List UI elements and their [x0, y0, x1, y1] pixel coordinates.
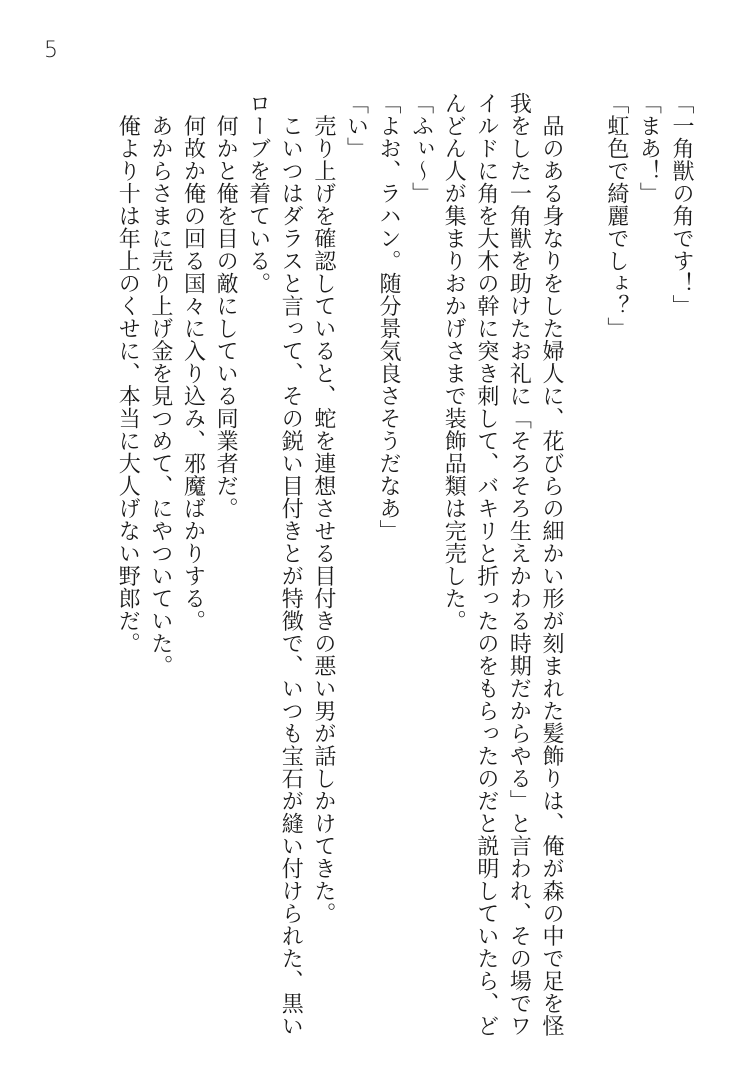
- paragraph: 何かと俺を目の敵にしている同業者だ。: [213, 92, 239, 520]
- dialogue-line: 「虹色で綺麗でしょ？」: [603, 92, 629, 340]
- novel-body-text: [111, 92, 567, 1052]
- paragraph: 何故か俺の回る国々に入り込み、邪魔ばかりする。: [180, 92, 206, 632]
- page-number: 5: [44, 38, 58, 63]
- paragraph: 俺より十は年上のくせに、本当に大人げない野郎だ。: [115, 92, 141, 655]
- paragraph: 「い」: [343, 92, 369, 160]
- dialogue-opening: [599, 92, 697, 1052]
- paragraph: 売り上げを確認していると、蛇を連想させる目付きの悪い男が話しかけてきた。: [310, 92, 336, 925]
- paragraph: 「よお、ラハン。随分景気良さそうだなあ」: [376, 92, 402, 542]
- paragraph: 品のある身なりをした婦人に、花びらの細かい形が刻まれた髪飾りは、俺が森の中で足を怪我をした一角獣を助けたお礼に「そろそろ生えかわる時期だからやる」と言われ、その場でワイルドに角を大木の幹に突き刺して、バキリと折ったのをもらったのだと説明していたら、どんどん人が集まりおかげさまで装飾品類は完売した。: [441, 92, 564, 1037]
- dialogue-line: 「まあ！」: [636, 92, 662, 205]
- paragraph: こいつはダラスと言って、その鋭い目付きとが特徴で、いつも宝石が縫い付けられた、黒いローブを着ている。: [245, 92, 304, 1037]
- paragraph: 「ふぃ～」: [408, 92, 434, 205]
- paragraph: あからさまに売り上げ金を見つめて、にやついていた。: [147, 92, 173, 677]
- dialogue-line: 「一角獣の角です！」: [669, 92, 694, 317]
